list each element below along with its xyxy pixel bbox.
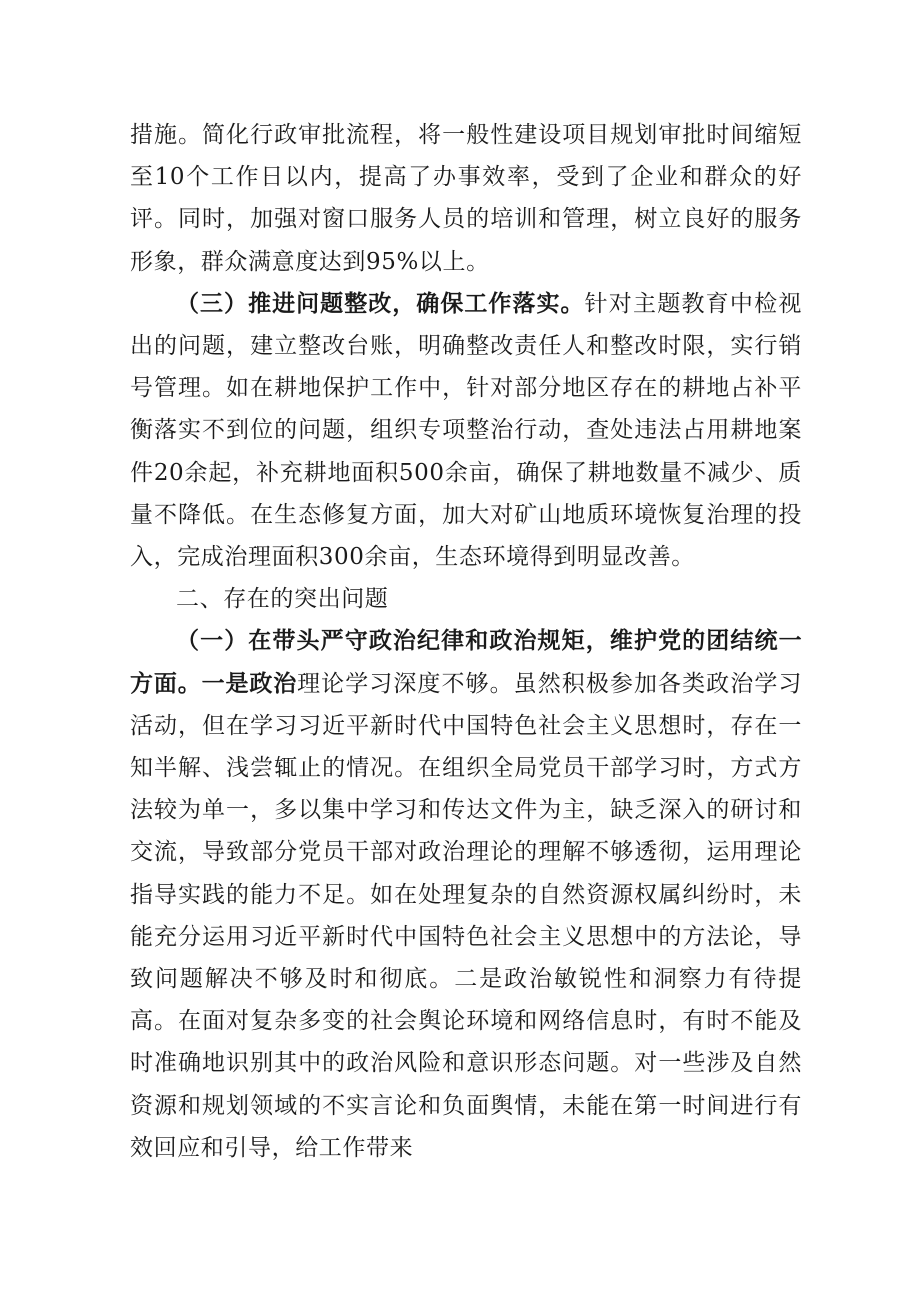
paragraph-rectification (130, 283, 802, 578)
document-body (130, 114, 802, 1169)
subheading-political-discipline: （一）在带头严守政治纪律和政治规矩，维护党的团结统一方面。一是政治 (130, 628, 802, 697)
paragraph-political-discipline (130, 620, 802, 1169)
subheading-rectification: （三）推进问题整改，确保工作落实。 (176, 290, 585, 317)
section-heading-text: 二、存在的突出问题 (176, 586, 389, 613)
paragraph-measures-text: 措施。简化行政审批流程，将一般性建设项目规划审批时间缩短至10个工作日以内，提高了办事效率，受到了企业和群众的好评。同时，加强对窗口服务人员的培训和管理，树立良好的服务形象，群众满意度达到95%以上。 (130, 122, 802, 275)
paragraph-rectification-text: 针对主题教育中检视出的问题，建立整改台账，明确整改责任人和整改时限，实行销号管理。如在耕地保护工作中，针对部分地区存在的耕地占补平衡落实不到位的问题，组织专项整治行动，查处违法占用耕地案件20余起，补充耕地面积500余亩，确保了耕地数量不减少、质量不降低。在生态修复方面，加大对矿山地质环境恢复治理的投入，完成治理面积300余亩，生态环境得到明显改善。 (130, 290, 802, 571)
section-heading (130, 578, 802, 620)
paragraph-political-discipline-text: 理论学习深度不够。虽然积极参加各类政治学习活动，但在学习习近平新时代中国特色社会主义思想时，存在一知半解、浅尝辄止的情况。在组织全局党员干部学习时，方式方法较为单一，多以集中学习和传达文件为主，缺乏深入的研讨和交流，导致部分党员干部对政治理论的理解不够透彻，运用理论指导实践的能力不足。如在处理复杂的自然资源权属纠纷时，未能充分运用习近平新时代中国特色社会主义思想中的方法论，导致问题解决不够及时和彻底。二是政治敏锐性和洞察力有待提高。在面对复杂多变的社会舆论环境和网络信息时，有时不能及时准确地识别其中的政治风险和意识形态问题。对一些涉及自然资源和规划领域的不实言论和负面舆情，未能在第一时间进行有效回应和引导，给工作带来 (130, 670, 802, 1161)
paragraph-measures (130, 114, 802, 283)
